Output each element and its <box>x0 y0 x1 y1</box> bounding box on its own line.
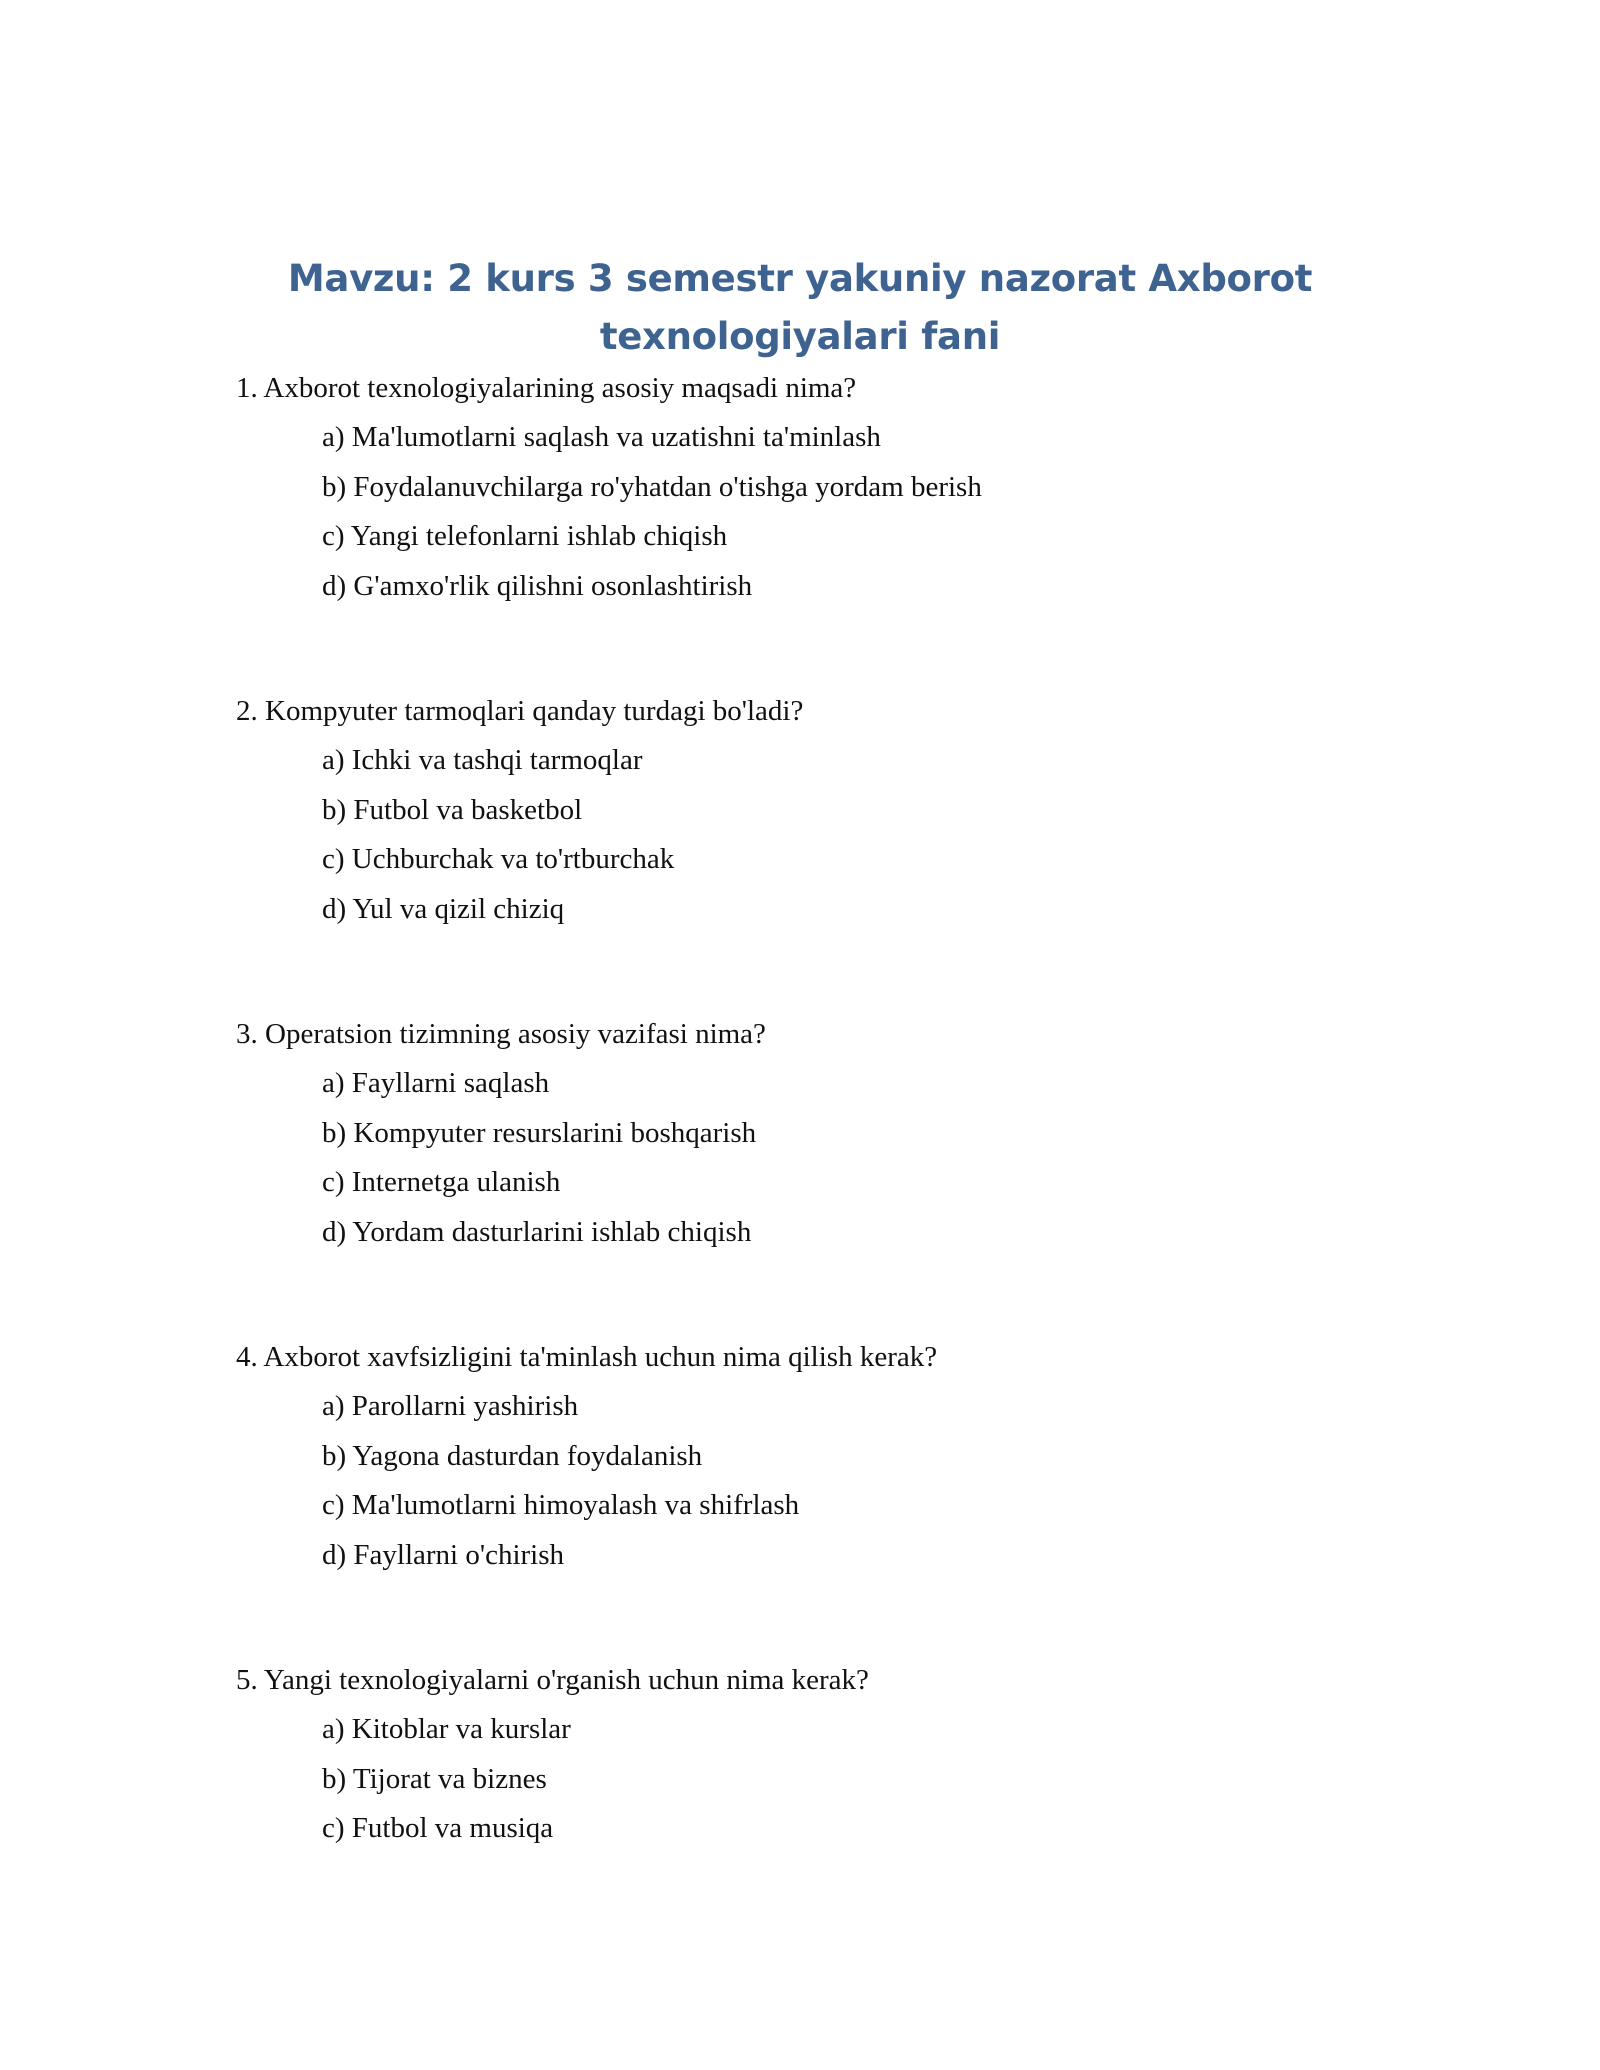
question-4 <box>236 1332 1366 1655</box>
answer-option: c) Futbol va musiqa <box>322 1812 554 1844</box>
answer-option: b) Kompyuter resurslarini boshqarish <box>322 1116 757 1149</box>
answer-options <box>236 413 1366 611</box>
question-1 <box>236 363 1366 686</box>
answer-option: a) Fayllarni saqlash <box>322 1067 550 1099</box>
answer-option: d) Yordam dasturlarini ishlab chiqish <box>322 1215 752 1248</box>
answer-option: b) Foydalanuvchilarga ro'yhatdan o'tishga yordam berish <box>322 470 982 503</box>
answer-option: a) Ichki va tashqi tarmoqlar <box>322 744 643 776</box>
answer-option: b) Yagona dasturdan foydalanish <box>322 1439 703 1472</box>
question-2 <box>236 686 1366 1009</box>
question-text: 4. Axborot xavfsizligini ta'minlash uchun nima qilish kerak? <box>236 1341 938 1373</box>
answer-option: d) Fayllarni o'chirish <box>322 1538 565 1571</box>
answer-options <box>236 1382 1366 1580</box>
question-text: 2. Kompyuter tarmoqlari qanday turdagi bo'ladi? <box>236 695 804 727</box>
answer-options <box>236 1705 1366 1854</box>
question-text: 3. Operatsion tizimning asosiy vazifasi nima? <box>236 1018 766 1050</box>
answer-option: d) G'amxo'rlik qilishni osonlashtirish <box>322 569 753 602</box>
answer-option: a) Kitoblar va kurslar <box>322 1713 571 1745</box>
answer-option: a) Parollarni yashirish <box>322 1390 579 1422</box>
document-title: Mavzu: 2 kurs 3 semestr yakuniy nazorat Axborot texnologiyalari fani <box>287 257 1313 358</box>
answer-option: b) Futbol va basketbol <box>322 793 583 826</box>
answer-option: a) Ma'lumotlarni saqlash va uzatishni ta'minlash <box>322 421 881 453</box>
answer-option: c) Yangi telefonlarni ishlab chiqish <box>322 520 728 552</box>
answer-option: c) Internetga ulanish <box>322 1166 561 1198</box>
question-5 <box>236 1655 1366 1978</box>
question-list <box>236 363 1366 1978</box>
answer-option: d) Yul va qizil chiziq <box>322 892 565 925</box>
answer-options <box>236 1059 1366 1257</box>
answer-option: c) Uchburchak va to'rtburchak <box>322 843 675 875</box>
answer-option: c) Ma'lumotlarni himoyalash va shifrlash <box>322 1489 800 1521</box>
answer-option: b) Tijorat va biznes <box>322 1762 547 1795</box>
question-text: 1. Axborot texnologiyalarining asosiy maqsadi nima? <box>236 372 857 404</box>
question-3 <box>236 1009 1366 1332</box>
question-text: 5. Yangi texnologiyalarni o'rganish uchun nima kerak? <box>236 1664 869 1696</box>
answer-options <box>236 736 1366 934</box>
